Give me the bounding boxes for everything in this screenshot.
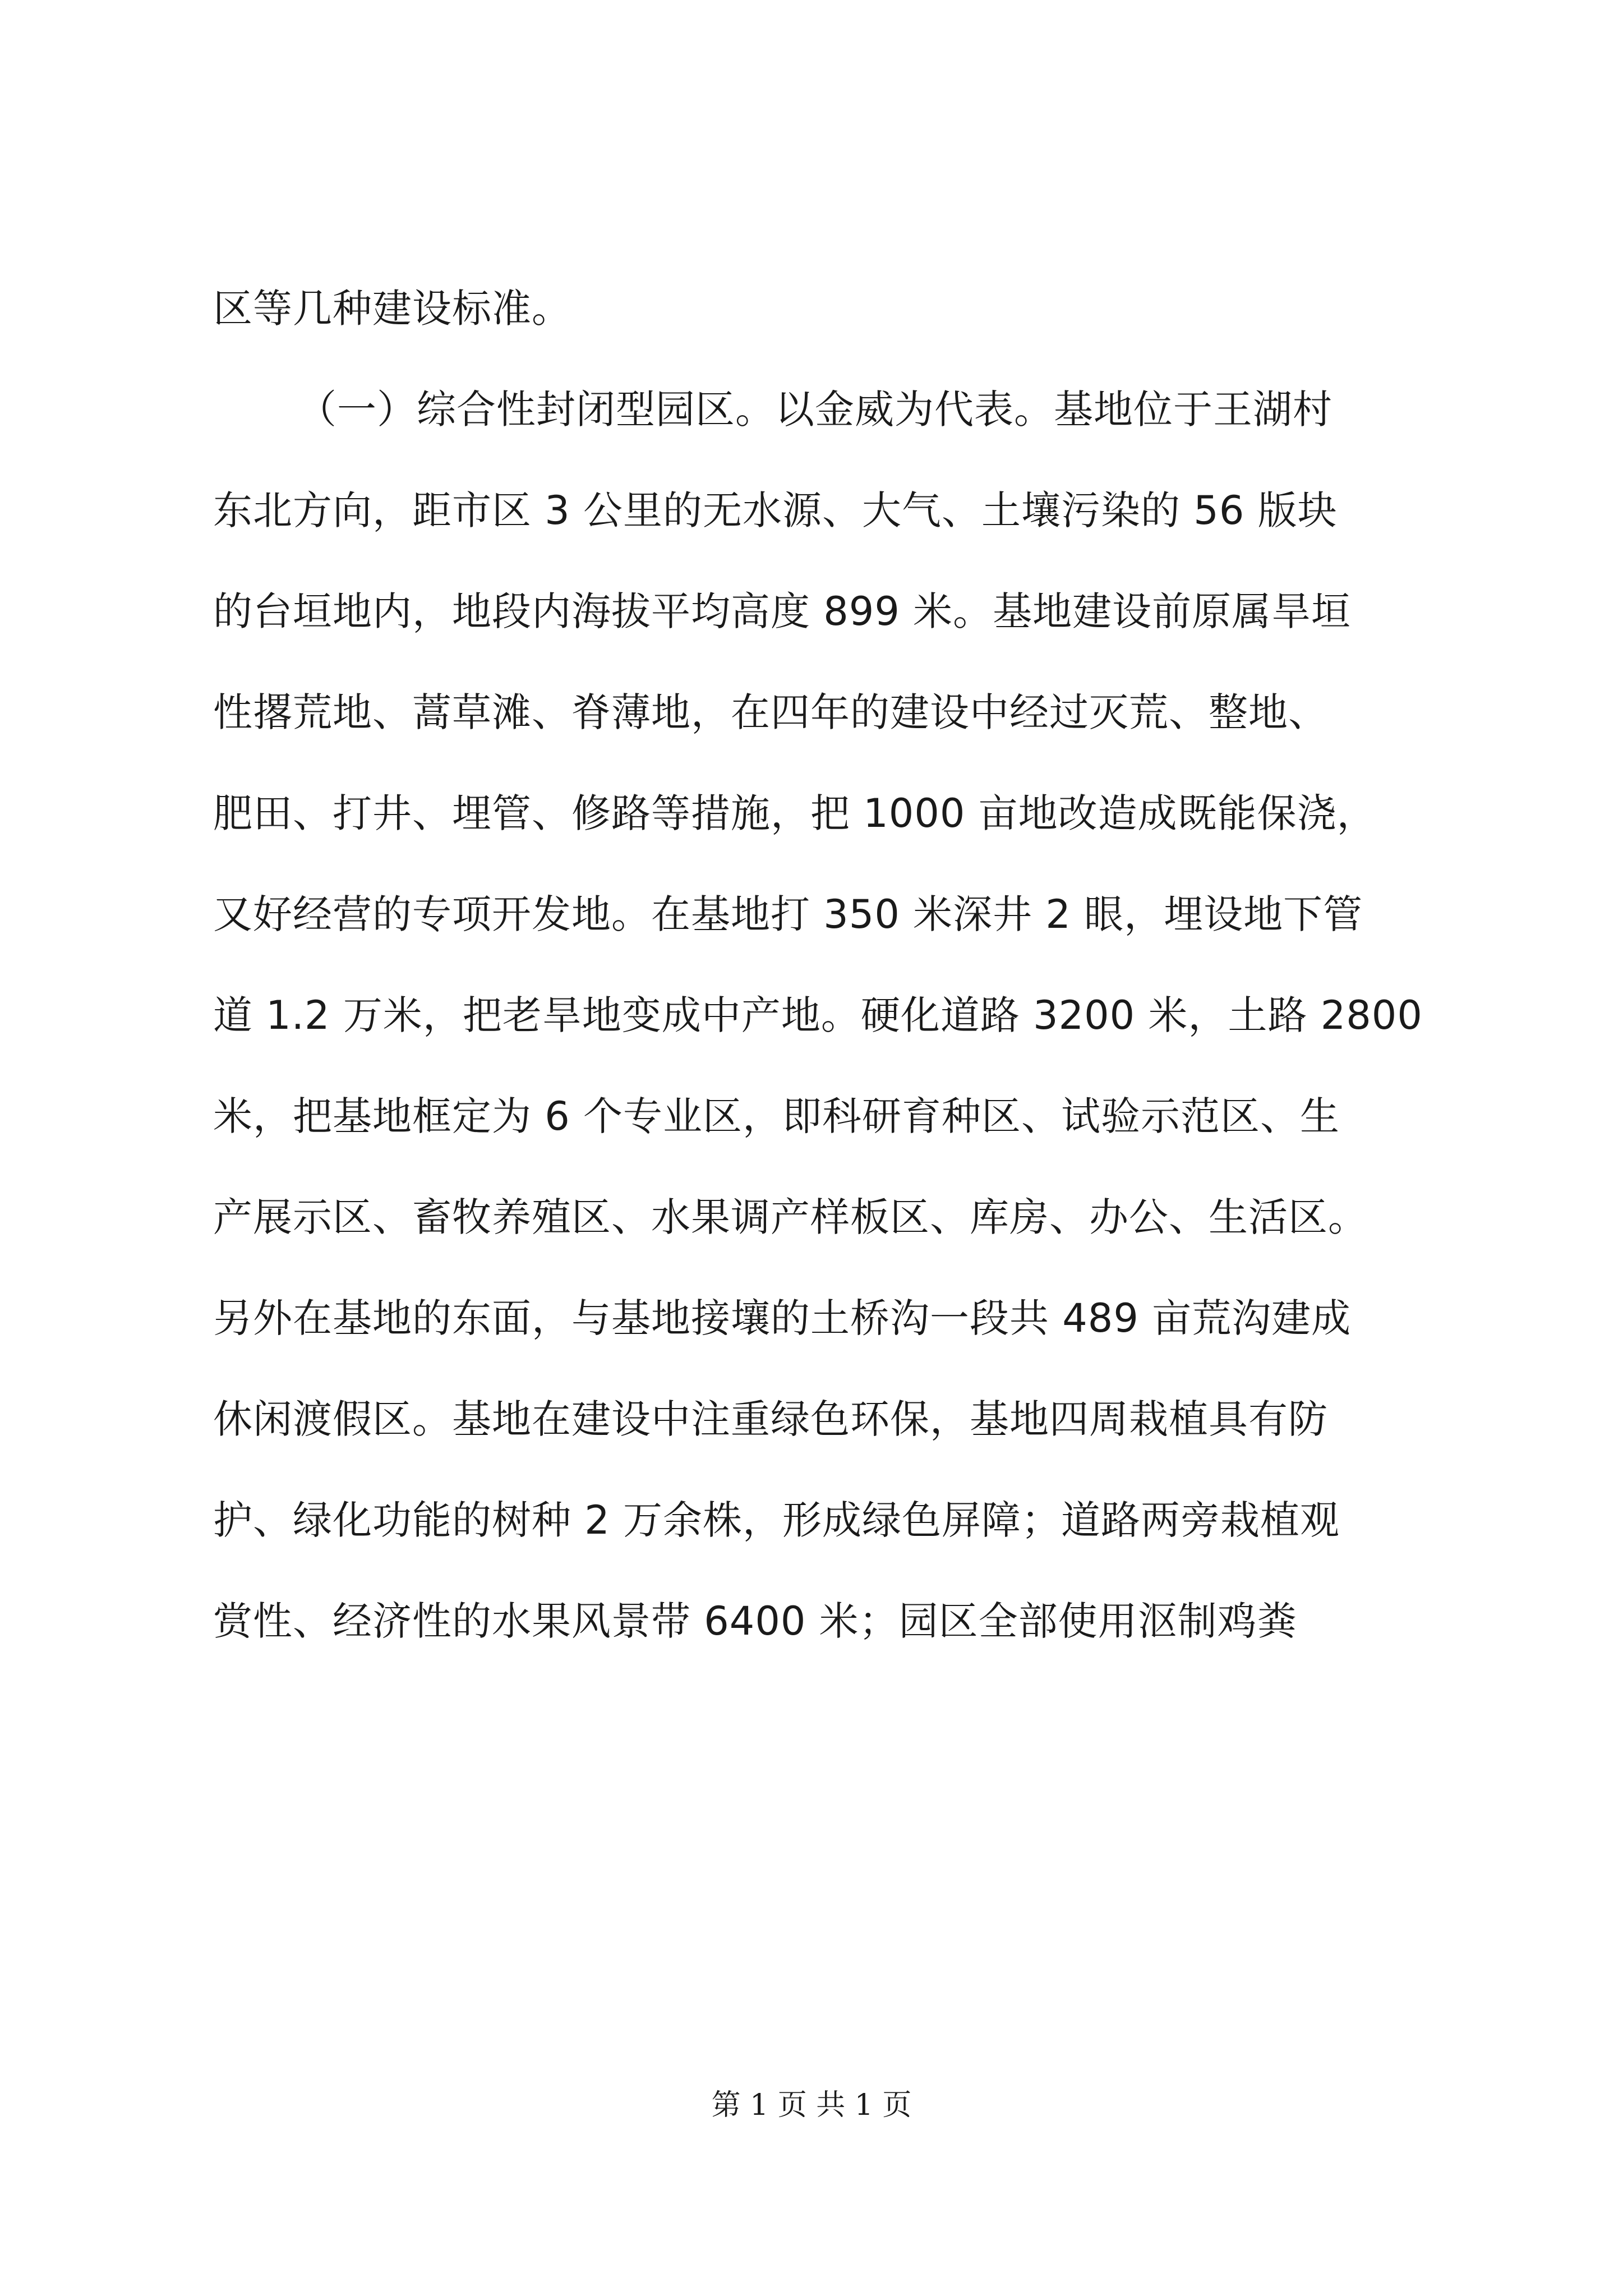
body-line-1: 区等几种建设标准。	[213, 286, 571, 332]
body-line-4: 的台垣地内，地段内海拔平均高度 899 米。基地建设前原属旱垣	[213, 588, 1352, 634]
body-line-12: 休闲渡假区。基地在建设中注重绿色环保，基地四周栽植具有防	[213, 1396, 1328, 1442]
body-line-10: 产展示区、畜牧养殖区、水果调产样板区、库房、办公、生活区。	[213, 1194, 1368, 1240]
body-line-5: 性撂荒地、蒿草滩、脊薄地，在四年的建设中经过灭荒、整地、	[213, 689, 1328, 735]
body-line-2: （一）综合性封闭型园区。以金威为代表。基地位于王湖村	[297, 386, 1332, 432]
body-line-8: 道 1.2 万米，把老旱地变成中产地。硬化道路 3200 米，土路 2800	[213, 992, 1423, 1038]
body-line-13: 护、绿化功能的树种 2 万余株，形成绿色屏障；道路两旁栽植观	[213, 1497, 1340, 1543]
body-line-9: 米，把基地框定为 6 个专业区，即科研育种区、试验示范区、生	[213, 1093, 1340, 1139]
body-line-11: 另外在基地的东面，与基地接壤的土桥沟一段共 489 亩荒沟建成	[213, 1295, 1352, 1341]
body-line-7: 又好经营的专项开发地。在基地打 350 米深井 2 眼，埋设地下管	[213, 891, 1363, 937]
body-line-14: 赏性、经济性的水果风景带 6400 米；园区全部使用沤制鸡粪	[213, 1598, 1297, 1644]
body-line-6: 肥田、打井、埋管、修路等措施，把 1000 亩地改造成既能保浇，	[213, 790, 1377, 836]
page-number-footer: 第 1 页 共 1 页	[711, 2088, 912, 2122]
body-line-3: 东北方向，距市区 3 公里的无水源、大气、土壤污染的 56 版块	[213, 487, 1338, 533]
